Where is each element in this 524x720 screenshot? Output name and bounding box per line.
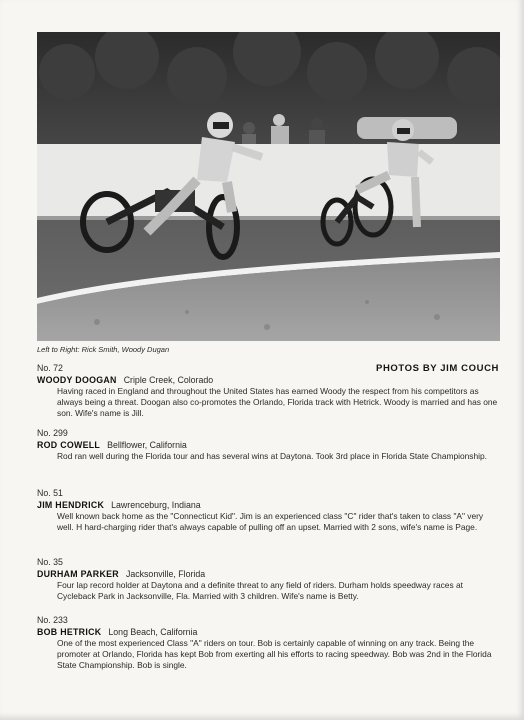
rider-number: No. 299: [37, 428, 68, 438]
rider-entry-72: [37, 363, 499, 419]
rider-heading: [37, 626, 499, 638]
rider-heading: [37, 499, 499, 511]
rider-bio: Well known back home as the "Connecticut Kid". Jim is an experienced class "C" rider that's taken to class "A" very well. H hard-charging rider that's always capable of pulling off an upset. Married with 2 sons, wife's name is Page.: [57, 511, 484, 532]
rider-name: JIM HENDRICK: [37, 500, 105, 510]
rider-number: No. 51: [37, 488, 63, 498]
rider-hometown: Criple Creek, Colorado: [123, 375, 214, 385]
photo-caption: Left to Right: Rick Smith, Woody Dugan: [37, 345, 170, 354]
rider-entry-35: [37, 557, 499, 602]
rider-entry-233: [37, 615, 499, 671]
rider-entry-51: [37, 488, 499, 533]
rider-bio: Having raced in England and throughout the United States has earned Woody the respect from his competitors as always being a threat. Doogan also co-promotes the Orlando, Florida track with Hetrick. Woody is married and has one son. Wife's name is Jill.: [57, 386, 498, 418]
rider-name: WOODY DOOGAN: [37, 375, 117, 385]
rider-entry-299: [37, 428, 499, 462]
rider-number: No. 233: [37, 615, 68, 625]
rider-name: ROD COWELL: [37, 440, 101, 450]
rider-heading: [37, 439, 499, 451]
rider-heading: [37, 568, 499, 580]
rider-bio: One of the most experienced Class "A" riders on tour. Bob is certainly capable of winning on any track. Being the promoter at Orlando, Florida has kept Bob from exerting all his efforts to racing speedway. Bob was 2nd in the Florida State Championship. Bob is single.: [57, 638, 492, 670]
rider-number: No. 72: [37, 363, 63, 373]
rider-name: BOB HETRICK: [37, 627, 102, 637]
rider-name: DURHAM PARKER: [37, 569, 119, 579]
rider-hometown: Long Beach, California: [108, 627, 198, 637]
rider-heading: [37, 374, 499, 386]
speedway-race-image: [37, 32, 500, 341]
rider-hometown: Bellflower, California: [107, 440, 187, 450]
rider-bio: Four lap record holder at Daytona and a definite threat to any field of riders. Durham holds speedway races at Cycleback Park in Jacksonville, Fla. Married with 3 children. Wife's name is Betty.: [57, 580, 463, 601]
rider-hometown: Lawrenceburg, Indiana: [111, 500, 201, 510]
race-photo: [37, 32, 500, 341]
rider-number: No. 35: [37, 557, 63, 567]
photo-credit: PHOTOS BY JIM COUCH: [376, 363, 499, 374]
rider-bio: Rod ran well during the Florida tour and has several wins at Daytona. Took 3rd place in Florida State Championship.: [57, 451, 487, 461]
rider-hometown: Jacksonville, Florida: [125, 569, 206, 579]
